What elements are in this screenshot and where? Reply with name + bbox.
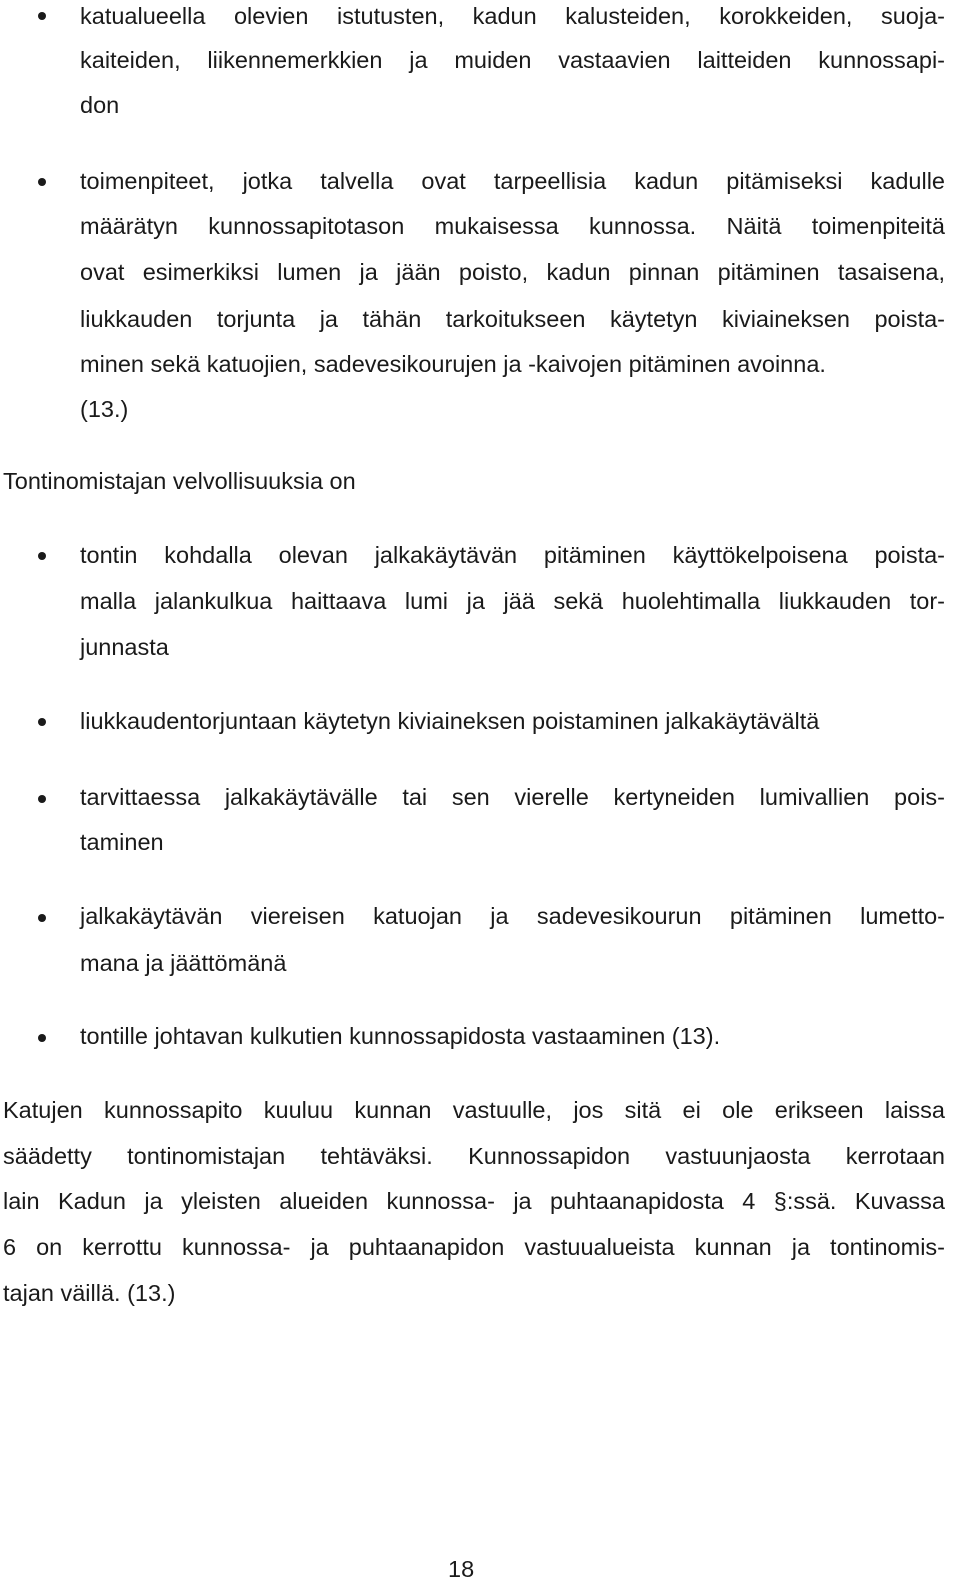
list2-item2-line1: liukkaudentorjuntaan käytetyn kiviaineksen poistaminen jalkakäytävältä [80, 708, 820, 734]
paragraph-line4: 6 on kerrottu kunnossa- ja puhtaanapidon vastuualueista kunnan ja tontinomis- [3, 1234, 945, 1260]
list1-item2-line6: (13.) [80, 396, 129, 422]
list2-item4-line1: jalkakäytävän viereisen katuojan ja sadevesikourun pitäminen lumetto- [80, 903, 945, 929]
paragraph-line1: Katujen kunnossapito kuuluu kunnan vastuulle, jos sitä ei ole erikseen laissa [3, 1097, 945, 1123]
list1-item2-line1: toimenpiteet, jotka talvella ovat tarpeellisia kadun pitämiseksi kadulle [80, 168, 945, 194]
list2-item3-line2: taminen [80, 829, 164, 855]
list2-item4-line2: mana ja jäättömänä [80, 950, 287, 976]
list1-item1-line1: katualueella olevien istutusten, kadun kalusteiden, korokkeiden, suoja- [80, 3, 945, 29]
list1-item2-line4: liukkauden torjunta ja tähän tarkoitukseen käytetyn kiviaineksen poista- [80, 306, 945, 332]
list1-item1-line2: kaiteiden, liikennemerkkien ja muiden vastaavien laitteiden kunnossapi- [80, 47, 945, 73]
bullet-icon [38, 914, 46, 922]
list1-item2-line2: määrätyn kunnossapitotason mukaisessa kunnossa. Näitä toimenpiteitä [80, 213, 945, 239]
bullet-icon [38, 178, 46, 186]
paragraph-line3: lain Kadun ja yleisten alueiden kunnossa- ja puhtaanapidosta 4 §:ssä. Kuvassa [3, 1188, 945, 1214]
list2-item1-line1: tontin kohdalla olevan jalkakäytävän pitäminen käyttökelpoisena poista- [80, 542, 945, 568]
page-number: 18 [448, 1556, 475, 1582]
bullet-icon [38, 1034, 46, 1042]
list2-item1-line2: malla jalankulkua haittaava lumi ja jää sekä huolehtimalla liukkauden tor- [80, 588, 945, 614]
paragraph-line2: säädetty tontinomistajan tehtäväksi. Kunnossapidon vastuunjaosta kerrotaan [3, 1143, 945, 1169]
list1-item2-line3: ovat esimerkiksi lumen ja jään poisto, kadun pinnan pitäminen tasaisena, [80, 259, 945, 285]
list1-item1-line3: don [80, 92, 120, 118]
list2-item1-line3: junnasta [80, 634, 169, 660]
bullet-icon [38, 12, 46, 20]
list2-item3-line1: tarvittaessa jalkakäytävälle tai sen vierelle kertyneiden lumivallien pois- [80, 784, 945, 810]
section-intro: Tontinomistajan velvollisuuksia on [3, 468, 356, 494]
bullet-icon [38, 795, 46, 803]
bullet-icon [38, 552, 46, 560]
bullet-icon [38, 718, 46, 726]
paragraph-line5: tajan väillä. (13.) [3, 1280, 176, 1306]
list1-item2-line5: minen sekä katuojien, sadevesikourujen ja -kaivojen pitäminen avoinna. [80, 351, 826, 377]
list2-item5-line1: tontille johtavan kulkutien kunnossapidosta vastaaminen (13). [80, 1023, 721, 1049]
